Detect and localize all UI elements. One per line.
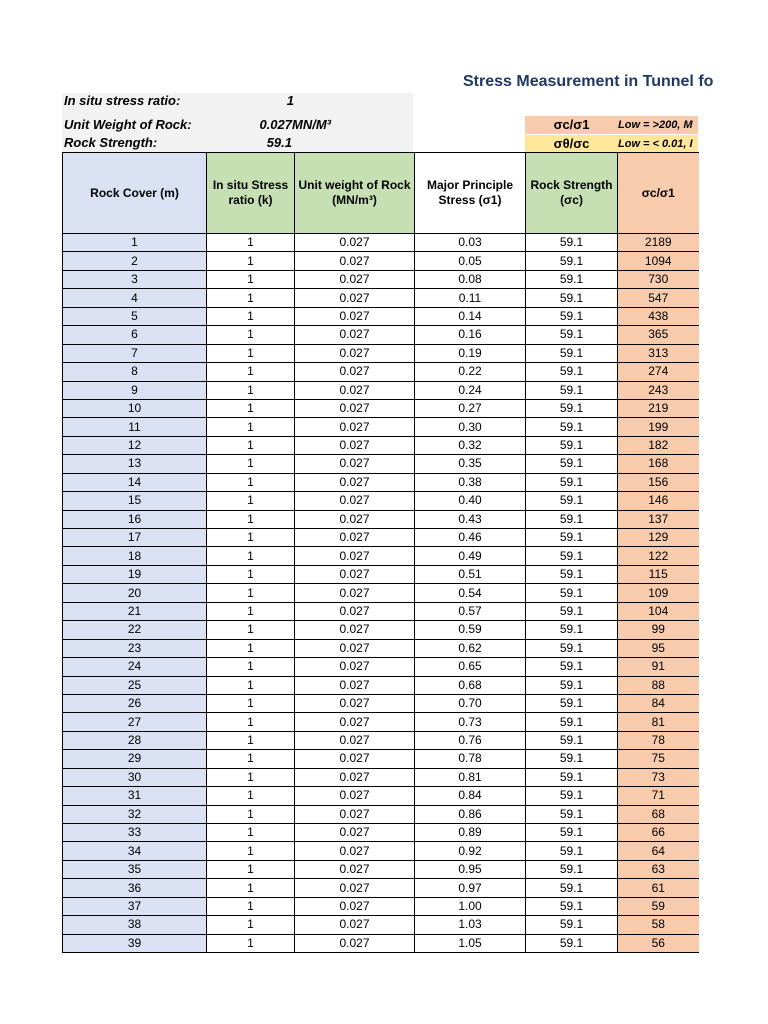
cell-rock-cover[interactable]: 24 bbox=[63, 658, 207, 676]
table-row bbox=[63, 307, 699, 325]
cell-rock-cover[interactable]: 20 bbox=[63, 584, 207, 602]
table-row bbox=[63, 860, 699, 878]
cell-rock-cover[interactable]: 25 bbox=[63, 676, 207, 694]
cell-unit-weight[interactable]: 0.027 bbox=[295, 731, 415, 749]
cell-unit-weight[interactable]: 0.027 bbox=[295, 270, 415, 288]
cell-rock-cover[interactable]: 23 bbox=[63, 639, 207, 657]
cell-major-stress[interactable]: 0.70 bbox=[415, 694, 526, 712]
rock-strength-label: Rock Strength: bbox=[64, 135, 158, 150]
legend-row-theta bbox=[525, 134, 698, 153]
cell-stress-ratio[interactable]: 1 bbox=[207, 363, 295, 381]
cell-major-stress[interactable]: 0.27 bbox=[415, 399, 526, 417]
table-row bbox=[63, 805, 699, 823]
cell-rock-strength[interactable]: 59.1 bbox=[526, 713, 618, 731]
cell-rock-cover[interactable]: 13 bbox=[63, 455, 207, 473]
cell-rock-cover[interactable]: 31 bbox=[63, 787, 207, 805]
cell-ratio[interactable]: 64 bbox=[618, 842, 699, 860]
table-row bbox=[63, 750, 699, 768]
table-row bbox=[63, 768, 699, 786]
cell-stress-ratio[interactable]: 1 bbox=[207, 934, 295, 952]
table-row bbox=[63, 344, 699, 362]
table-row bbox=[63, 418, 699, 436]
cell-unit-weight[interactable]: 0.027 bbox=[295, 694, 415, 712]
cell-unit-weight[interactable]: 0.027 bbox=[295, 658, 415, 676]
cell-unit-weight[interactable]: 0.027 bbox=[295, 584, 415, 602]
cell-unit-weight[interactable]: 0.027 bbox=[295, 842, 415, 860]
table-row bbox=[63, 658, 699, 676]
cell-ratio[interactable]: 313 bbox=[618, 344, 699, 362]
cell-stress-ratio[interactable]: 1 bbox=[207, 824, 295, 842]
legend-text-ratio: Low = >200, M bbox=[618, 119, 693, 131]
cell-rock-cover[interactable]: 8 bbox=[63, 363, 207, 381]
cell-ratio[interactable]: 95 bbox=[618, 639, 699, 657]
cell-major-stress[interactable]: 0.22 bbox=[415, 363, 526, 381]
cell-rock-strength[interactable]: 59.1 bbox=[526, 307, 618, 325]
cell-major-stress[interactable]: 0.97 bbox=[415, 879, 526, 897]
cell-unit-weight[interactable]: 0.027 bbox=[295, 750, 415, 768]
cell-rock-strength[interactable]: 59.1 bbox=[526, 270, 618, 288]
cell-rock-cover[interactable]: 34 bbox=[63, 842, 207, 860]
cell-stress-ratio[interactable]: 1 bbox=[207, 399, 295, 417]
cell-major-stress[interactable]: 0.59 bbox=[415, 621, 526, 639]
cell-major-stress[interactable]: 0.30 bbox=[415, 418, 526, 436]
cell-stress-ratio[interactable]: 1 bbox=[207, 639, 295, 657]
cell-rock-strength[interactable]: 59.1 bbox=[526, 492, 618, 510]
cell-rock-strength[interactable]: 59.1 bbox=[526, 787, 618, 805]
cell-ratio[interactable]: 63 bbox=[618, 860, 699, 878]
cell-unit-weight[interactable]: 0.027 bbox=[295, 805, 415, 823]
table-row bbox=[63, 694, 699, 712]
cell-major-stress[interactable]: 0.92 bbox=[415, 842, 526, 860]
table-row bbox=[63, 824, 699, 842]
cell-unit-weight[interactable]: 0.027 bbox=[295, 824, 415, 842]
cell-unit-weight[interactable]: 0.027 bbox=[295, 510, 415, 528]
cell-rock-strength[interactable]: 59.1 bbox=[526, 326, 618, 344]
table-row bbox=[63, 270, 699, 288]
cell-stress-ratio[interactable]: 1 bbox=[207, 529, 295, 547]
table-row bbox=[63, 897, 699, 915]
cell-stress-ratio[interactable]: 1 bbox=[207, 381, 295, 399]
cell-rock-strength[interactable]: 59.1 bbox=[526, 234, 618, 252]
cell-rock-cover[interactable]: 1 bbox=[63, 234, 207, 252]
cell-ratio[interactable]: 71 bbox=[618, 787, 699, 805]
header-major-stress: Major Principle Stress (σ1) bbox=[415, 153, 526, 234]
cell-stress-ratio[interactable]: 1 bbox=[207, 234, 295, 252]
cell-ratio[interactable]: 78 bbox=[618, 731, 699, 749]
cell-ratio[interactable]: 156 bbox=[618, 473, 699, 491]
cell-major-stress[interactable]: 1.05 bbox=[415, 934, 526, 952]
cell-unit-weight[interactable]: 0.027 bbox=[295, 307, 415, 325]
cell-ratio[interactable]: 168 bbox=[618, 455, 699, 473]
cell-ratio[interactable]: 68 bbox=[618, 805, 699, 823]
cell-rock-cover[interactable]: 18 bbox=[63, 547, 207, 565]
cell-major-stress[interactable]: 0.62 bbox=[415, 639, 526, 657]
cell-stress-ratio[interactable]: 1 bbox=[207, 547, 295, 565]
cell-stress-ratio[interactable]: 1 bbox=[207, 289, 295, 307]
cell-major-stress[interactable]: 0.81 bbox=[415, 768, 526, 786]
cell-unit-weight[interactable]: 0.027 bbox=[295, 879, 415, 897]
cell-stress-ratio[interactable]: 1 bbox=[207, 307, 295, 325]
cell-major-stress[interactable]: 0.68 bbox=[415, 676, 526, 694]
cell-rock-strength[interactable]: 59.1 bbox=[526, 399, 618, 417]
cell-rock-cover[interactable]: 3 bbox=[63, 270, 207, 288]
table-row bbox=[63, 234, 699, 252]
table-row bbox=[63, 787, 699, 805]
cell-rock-cover[interactable]: 12 bbox=[63, 436, 207, 454]
cell-unit-weight[interactable]: 0.027 bbox=[295, 381, 415, 399]
cell-rock-cover[interactable]: 2 bbox=[63, 252, 207, 270]
cell-rock-strength[interactable]: 59.1 bbox=[526, 805, 618, 823]
table-row bbox=[63, 879, 699, 897]
cell-major-stress[interactable]: 0.05 bbox=[415, 252, 526, 270]
table-row bbox=[63, 713, 699, 731]
cell-rock-strength[interactable]: 59.1 bbox=[526, 344, 618, 362]
cell-unit-weight[interactable]: 0.027 bbox=[295, 916, 415, 934]
cell-major-stress[interactable]: 0.11 bbox=[415, 289, 526, 307]
cell-ratio[interactable]: 115 bbox=[618, 565, 699, 583]
cell-ratio[interactable]: 66 bbox=[618, 824, 699, 842]
cell-stress-ratio[interactable]: 1 bbox=[207, 676, 295, 694]
cell-rock-strength[interactable]: 59.1 bbox=[526, 455, 618, 473]
cell-ratio[interactable]: 365 bbox=[618, 326, 699, 344]
cell-major-stress[interactable]: 0.32 bbox=[415, 436, 526, 454]
table-header-row bbox=[63, 153, 699, 234]
cell-stress-ratio[interactable]: 1 bbox=[207, 510, 295, 528]
cell-ratio[interactable]: 146 bbox=[618, 492, 699, 510]
cell-ratio[interactable]: 56 bbox=[618, 934, 699, 952]
cell-rock-strength[interactable]: 59.1 bbox=[526, 547, 618, 565]
cell-ratio[interactable]: 58 bbox=[618, 916, 699, 934]
cell-rock-strength[interactable]: 59.1 bbox=[526, 860, 618, 878]
table-row bbox=[63, 399, 699, 417]
cell-rock-strength[interactable]: 59.1 bbox=[526, 750, 618, 768]
cell-major-stress[interactable]: 0.51 bbox=[415, 565, 526, 583]
cell-major-stress[interactable]: 0.40 bbox=[415, 492, 526, 510]
cell-stress-ratio[interactable]: 1 bbox=[207, 565, 295, 583]
cell-major-stress[interactable]: 0.08 bbox=[415, 270, 526, 288]
cell-stress-ratio[interactable]: 1 bbox=[207, 418, 295, 436]
cell-ratio[interactable]: 137 bbox=[618, 510, 699, 528]
cell-major-stress[interactable]: 0.57 bbox=[415, 602, 526, 620]
cell-unit-weight[interactable]: 0.027 bbox=[295, 399, 415, 417]
cell-rock-strength[interactable]: 59.1 bbox=[526, 473, 618, 491]
stress-ratio-value[interactable]: 1 bbox=[286, 93, 294, 108]
table-row bbox=[63, 565, 699, 583]
cell-unit-weight[interactable]: 0.027 bbox=[295, 363, 415, 381]
legend-key-ratio: σc/σ1 bbox=[553, 117, 590, 132]
legend-text-theta: Low = < 0.01, I bbox=[618, 138, 693, 150]
cell-ratio[interactable]: 1094 bbox=[618, 252, 699, 270]
cell-ratio[interactable]: 129 bbox=[618, 529, 699, 547]
cell-unit-weight[interactable]: 0.027 bbox=[295, 897, 415, 915]
cell-ratio[interactable]: 84 bbox=[618, 694, 699, 712]
cell-rock-cover[interactable]: 15 bbox=[63, 492, 207, 510]
cell-major-stress[interactable]: 0.86 bbox=[415, 805, 526, 823]
rock-strength-value[interactable]: 59.1 bbox=[266, 135, 292, 150]
cell-unit-weight[interactable]: 0.027 bbox=[295, 289, 415, 307]
cell-ratio[interactable]: 438 bbox=[618, 307, 699, 325]
cell-rock-strength[interactable]: 59.1 bbox=[526, 584, 618, 602]
cell-rock-cover[interactable]: 32 bbox=[63, 805, 207, 823]
cell-rock-strength[interactable]: 59.1 bbox=[526, 639, 618, 657]
table-row bbox=[63, 547, 699, 565]
cell-rock-strength[interactable]: 59.1 bbox=[526, 602, 618, 620]
table-row bbox=[63, 602, 699, 620]
sheet-title: Stress Measurement in Tunnel fo bbox=[463, 73, 714, 90]
cell-rock-cover[interactable]: 4 bbox=[63, 289, 207, 307]
cell-rock-strength[interactable]: 59.1 bbox=[526, 916, 618, 934]
cell-rock-cover[interactable]: 17 bbox=[63, 529, 207, 547]
cell-unit-weight[interactable]: 0.027 bbox=[295, 473, 415, 491]
cell-major-stress[interactable]: 0.84 bbox=[415, 787, 526, 805]
cell-rock-cover[interactable]: 10 bbox=[63, 399, 207, 417]
cell-unit-weight[interactable]: 0.027 bbox=[295, 860, 415, 878]
cell-rock-strength[interactable]: 59.1 bbox=[526, 824, 618, 842]
cell-unit-weight[interactable]: 0.027 bbox=[295, 492, 415, 510]
cell-rock-strength[interactable]: 59.1 bbox=[526, 565, 618, 583]
cell-rock-cover[interactable]: 11 bbox=[63, 418, 207, 436]
cell-stress-ratio[interactable]: 1 bbox=[207, 602, 295, 620]
cell-stress-ratio[interactable]: 1 bbox=[207, 897, 295, 915]
cell-rock-cover[interactable]: 33 bbox=[63, 824, 207, 842]
table-row bbox=[63, 252, 699, 270]
cell-ratio[interactable]: 75 bbox=[618, 750, 699, 768]
cell-major-stress[interactable]: 0.76 bbox=[415, 731, 526, 749]
cell-major-stress[interactable]: 1.03 bbox=[415, 916, 526, 934]
cell-unit-weight[interactable]: 0.027 bbox=[295, 529, 415, 547]
table-row bbox=[63, 676, 699, 694]
cell-stress-ratio[interactable]: 1 bbox=[207, 694, 295, 712]
cell-ratio[interactable]: 81 bbox=[618, 713, 699, 731]
cell-rock-cover[interactable]: 16 bbox=[63, 510, 207, 528]
cell-unit-weight[interactable]: 0.027 bbox=[295, 436, 415, 454]
cell-unit-weight[interactable]: 0.027 bbox=[295, 234, 415, 252]
cell-ratio[interactable]: 182 bbox=[618, 436, 699, 454]
cell-unit-weight[interactable]: 0.027 bbox=[295, 639, 415, 657]
cell-rock-cover[interactable]: 22 bbox=[63, 621, 207, 639]
cell-ratio[interactable]: 274 bbox=[618, 363, 699, 381]
cell-major-stress[interactable]: 0.78 bbox=[415, 750, 526, 768]
cell-rock-strength[interactable]: 59.1 bbox=[526, 842, 618, 860]
cell-unit-weight[interactable]: 0.027 bbox=[295, 252, 415, 270]
cell-major-stress[interactable]: 0.43 bbox=[415, 510, 526, 528]
cell-stress-ratio[interactable]: 1 bbox=[207, 270, 295, 288]
cell-major-stress[interactable]: 0.14 bbox=[415, 307, 526, 325]
cell-major-stress[interactable]: 0.65 bbox=[415, 658, 526, 676]
cell-rock-cover[interactable]: 19 bbox=[63, 565, 207, 583]
cell-stress-ratio[interactable]: 1 bbox=[207, 252, 295, 270]
cell-unit-weight[interactable]: 0.027 bbox=[295, 768, 415, 786]
cell-unit-weight[interactable]: 0.027 bbox=[295, 326, 415, 344]
cell-rock-cover[interactable]: 38 bbox=[63, 916, 207, 934]
cell-ratio[interactable]: 99 bbox=[618, 621, 699, 639]
table-row bbox=[63, 842, 699, 860]
cell-rock-strength[interactable]: 59.1 bbox=[526, 289, 618, 307]
cell-major-stress[interactable]: 0.19 bbox=[415, 344, 526, 362]
header-rock-strength: Rock Strength (σc) bbox=[526, 153, 618, 234]
cell-ratio[interactable]: 2189 bbox=[618, 234, 699, 252]
cell-unit-weight[interactable]: 0.027 bbox=[295, 787, 415, 805]
header-stress-ratio: In situ Stress ratio (k) bbox=[207, 153, 295, 234]
cell-ratio[interactable]: 219 bbox=[618, 399, 699, 417]
cell-ratio[interactable]: 199 bbox=[618, 418, 699, 436]
table-row bbox=[63, 584, 699, 602]
cell-stress-ratio[interactable]: 1 bbox=[207, 455, 295, 473]
cell-rock-cover[interactable]: 36 bbox=[63, 879, 207, 897]
cell-stress-ratio[interactable]: 1 bbox=[207, 879, 295, 897]
cell-major-stress[interactable]: 1.00 bbox=[415, 897, 526, 915]
cell-rock-strength[interactable]: 59.1 bbox=[526, 768, 618, 786]
cell-ratio[interactable]: 104 bbox=[618, 602, 699, 620]
cell-stress-ratio[interactable]: 1 bbox=[207, 787, 295, 805]
cell-stress-ratio[interactable]: 1 bbox=[207, 658, 295, 676]
cell-rock-strength[interactable]: 59.1 bbox=[526, 676, 618, 694]
cell-rock-strength[interactable]: 59.1 bbox=[526, 621, 618, 639]
cell-unit-weight[interactable]: 0.027 bbox=[295, 344, 415, 362]
cell-ratio[interactable]: 61 bbox=[618, 879, 699, 897]
cell-ratio[interactable]: 59 bbox=[618, 897, 699, 915]
cell-ratio[interactable]: 109 bbox=[618, 584, 699, 602]
unit-weight-unit: MN/M³ bbox=[292, 117, 331, 132]
table-row bbox=[63, 492, 699, 510]
cell-rock-cover[interactable]: 28 bbox=[63, 731, 207, 749]
table-row bbox=[63, 381, 699, 399]
table-row bbox=[63, 473, 699, 491]
cell-major-stress[interactable]: 0.16 bbox=[415, 326, 526, 344]
stress-table bbox=[62, 152, 699, 953]
cell-stress-ratio[interactable]: 1 bbox=[207, 344, 295, 362]
cell-stress-ratio[interactable]: 1 bbox=[207, 916, 295, 934]
cell-unit-weight[interactable]: 0.027 bbox=[295, 676, 415, 694]
cell-rock-strength[interactable]: 59.1 bbox=[526, 897, 618, 915]
cell-rock-strength[interactable]: 59.1 bbox=[526, 694, 618, 712]
cell-unit-weight[interactable]: 0.027 bbox=[295, 455, 415, 473]
cell-ratio[interactable]: 243 bbox=[618, 381, 699, 399]
cell-major-stress[interactable]: 0.89 bbox=[415, 824, 526, 842]
cell-major-stress[interactable]: 0.38 bbox=[415, 473, 526, 491]
cell-unit-weight[interactable]: 0.027 bbox=[295, 547, 415, 565]
cell-stress-ratio[interactable]: 1 bbox=[207, 750, 295, 768]
table-row bbox=[63, 326, 699, 344]
cell-stress-ratio[interactable]: 1 bbox=[207, 842, 295, 860]
table-row bbox=[63, 731, 699, 749]
cell-rock-strength[interactable]: 59.1 bbox=[526, 658, 618, 676]
cell-rock-cover[interactable]: 26 bbox=[63, 694, 207, 712]
cell-major-stress[interactable]: 0.54 bbox=[415, 584, 526, 602]
cell-rock-cover[interactable]: 39 bbox=[63, 934, 207, 952]
cell-major-stress[interactable]: 0.73 bbox=[415, 713, 526, 731]
cell-rock-strength[interactable]: 59.1 bbox=[526, 879, 618, 897]
header-ratio: σc/σ1 bbox=[618, 153, 699, 234]
cell-rock-cover[interactable]: 27 bbox=[63, 713, 207, 731]
cell-rock-strength[interactable]: 59.1 bbox=[526, 381, 618, 399]
cell-rock-cover[interactable]: 9 bbox=[63, 381, 207, 399]
cell-ratio[interactable]: 730 bbox=[618, 270, 699, 288]
cell-unit-weight[interactable]: 0.027 bbox=[295, 565, 415, 583]
legend-row-ratio bbox=[525, 115, 698, 134]
cell-unit-weight[interactable]: 0.027 bbox=[295, 418, 415, 436]
cell-rock-cover[interactable]: 7 bbox=[63, 344, 207, 362]
cell-rock-strength[interactable]: 59.1 bbox=[526, 418, 618, 436]
stress-ratio-label: In situ stress ratio: bbox=[64, 93, 181, 108]
table-row bbox=[63, 934, 699, 952]
cell-stress-ratio[interactable]: 1 bbox=[207, 621, 295, 639]
cell-stress-ratio[interactable]: 1 bbox=[207, 492, 295, 510]
parameters-panel bbox=[62, 93, 413, 152]
cell-stress-ratio[interactable]: 1 bbox=[207, 713, 295, 731]
cell-ratio[interactable]: 88 bbox=[618, 676, 699, 694]
cell-major-stress[interactable]: 0.03 bbox=[415, 234, 526, 252]
cell-ratio[interactable]: 73 bbox=[618, 768, 699, 786]
table-row bbox=[63, 510, 699, 528]
cell-rock-cover[interactable]: 29 bbox=[63, 750, 207, 768]
cell-ratio[interactable]: 91 bbox=[618, 658, 699, 676]
table-row bbox=[63, 289, 699, 307]
cell-ratio[interactable]: 122 bbox=[618, 547, 699, 565]
header-rock-cover: Rock Cover (m) bbox=[63, 153, 207, 234]
legend-key-theta: σθ/σc bbox=[553, 136, 590, 151]
cell-rock-strength[interactable]: 59.1 bbox=[526, 731, 618, 749]
header-unit-weight: Unit weight of Rock (MN/m³) bbox=[295, 153, 415, 234]
table-row bbox=[63, 455, 699, 473]
table-row bbox=[63, 639, 699, 657]
table-row bbox=[63, 916, 699, 934]
cell-rock-cover[interactable]: 6 bbox=[63, 326, 207, 344]
cell-stress-ratio[interactable]: 1 bbox=[207, 584, 295, 602]
cell-unit-weight[interactable]: 0.027 bbox=[295, 621, 415, 639]
cell-major-stress[interactable]: 0.95 bbox=[415, 860, 526, 878]
cell-rock-strength[interactable]: 59.1 bbox=[526, 510, 618, 528]
cell-stress-ratio[interactable]: 1 bbox=[207, 326, 295, 344]
cell-major-stress[interactable]: 0.24 bbox=[415, 381, 526, 399]
cell-unit-weight[interactable]: 0.027 bbox=[295, 934, 415, 952]
cell-rock-cover[interactable]: 30 bbox=[63, 768, 207, 786]
cell-rock-strength[interactable]: 59.1 bbox=[526, 529, 618, 547]
cell-ratio[interactable]: 547 bbox=[618, 289, 699, 307]
cell-stress-ratio[interactable]: 1 bbox=[207, 473, 295, 491]
table-row bbox=[63, 436, 699, 454]
cell-major-stress[interactable]: 0.35 bbox=[415, 455, 526, 473]
cell-rock-cover[interactable]: 35 bbox=[63, 860, 207, 878]
cell-rock-cover[interactable]: 14 bbox=[63, 473, 207, 491]
unit-weight-label: Unit Weight of Rock: bbox=[64, 117, 192, 132]
cell-major-stress[interactable]: 0.49 bbox=[415, 547, 526, 565]
cell-major-stress[interactable]: 0.46 bbox=[415, 529, 526, 547]
cell-rock-cover[interactable]: 21 bbox=[63, 602, 207, 620]
cell-stress-ratio[interactable]: 1 bbox=[207, 436, 295, 454]
cell-stress-ratio[interactable]: 1 bbox=[207, 731, 295, 749]
cell-unit-weight[interactable]: 0.027 bbox=[295, 713, 415, 731]
table-row bbox=[63, 621, 699, 639]
cell-stress-ratio[interactable]: 1 bbox=[207, 805, 295, 823]
cell-rock-strength[interactable]: 59.1 bbox=[526, 934, 618, 952]
cell-rock-cover[interactable]: 5 bbox=[63, 307, 207, 325]
cell-unit-weight[interactable]: 0.027 bbox=[295, 602, 415, 620]
table-row bbox=[63, 529, 699, 547]
table-row bbox=[63, 363, 699, 381]
cell-rock-cover[interactable]: 37 bbox=[63, 897, 207, 915]
cell-rock-strength[interactable]: 59.1 bbox=[526, 436, 618, 454]
cell-stress-ratio[interactable]: 1 bbox=[207, 768, 295, 786]
unit-weight-value[interactable]: 0.027 bbox=[259, 117, 292, 132]
cell-stress-ratio[interactable]: 1 bbox=[207, 860, 295, 878]
cell-rock-strength[interactable]: 59.1 bbox=[526, 363, 618, 381]
cell-rock-strength[interactable]: 59.1 bbox=[526, 252, 618, 270]
